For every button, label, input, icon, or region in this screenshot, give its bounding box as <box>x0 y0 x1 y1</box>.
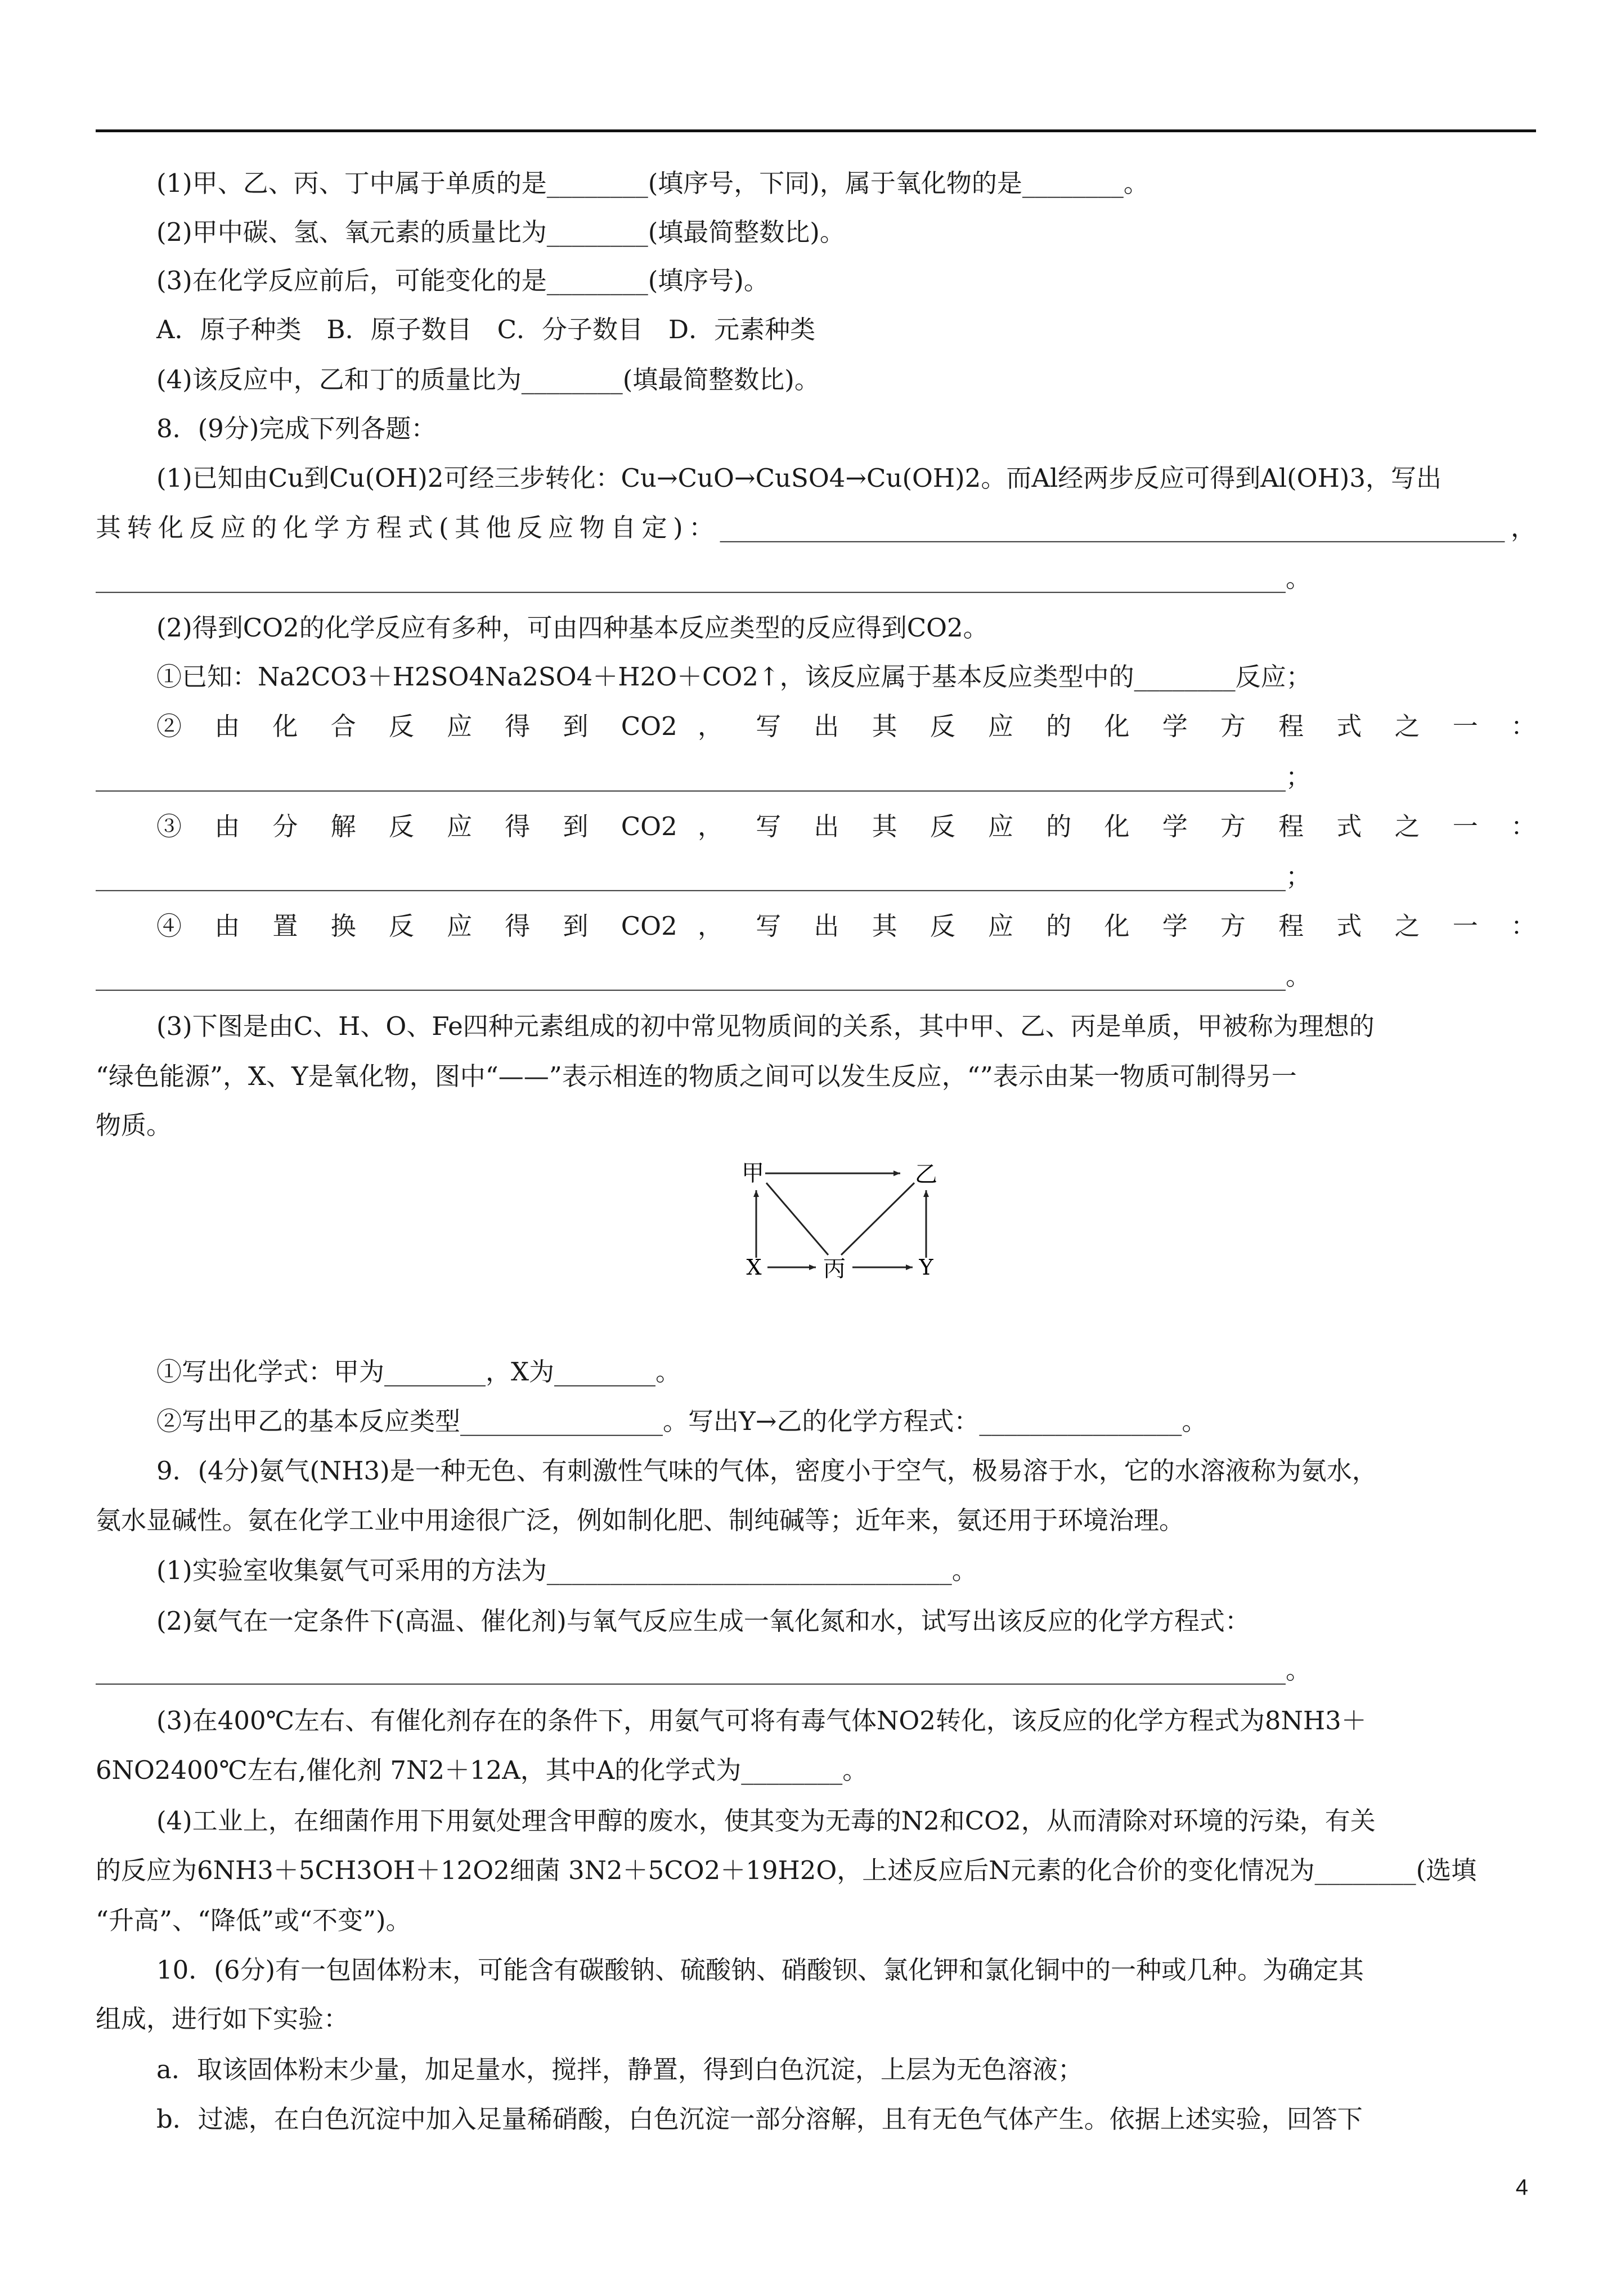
q8-sub3-item2: ②写出甲乙的基本反应类型________________。写出Y→乙的化学方程式：________________。 <box>156 1406 1207 1436</box>
q7-options: A．原子种类 B．原子数目 C．分子数目 D．元素种类 <box>156 315 816 344</box>
node-y: Y <box>919 1255 933 1280</box>
q7-sub4: (4)该反应中，乙和丁的质量比为________(填最简整数比)。 <box>156 365 820 394</box>
q10-step-a: a．取该固体粉末少量，加足量水，搅拌，静置，得到白色沉淀，上层为无色溶液； <box>156 2055 1083 2084</box>
q8-sub3-end: 物质。 <box>96 1110 172 1140</box>
q8-sub2: (2)得到CO2的化学反应有多种，可由四种基本反应类型的反应得到CO2。 <box>156 613 989 643</box>
header-rule <box>96 129 1536 132</box>
q8-sub3: (3)下图是由C、H、O、Fe四种元素组成的初中常见物质间的关系，其中甲、乙、丙是单质，甲被称为理想的 <box>156 1011 1375 1041</box>
link-jia-bing <box>766 1183 828 1255</box>
page-number: 4 <box>1515 2175 1528 2200</box>
answer-line: ______________________________________________________________________________________________。 <box>96 961 1311 991</box>
answer-line: ______________________________________________________________________________________________； <box>96 862 1311 891</box>
q9-sub2: (2)氨气在一定条件下(高温、催化剂)与氧气反应生成一氧化氮和水，试写出该反应的化学方程式： <box>156 1606 1250 1636</box>
q9-sub4-end: “升高”、“降低”或“不变”)。 <box>96 1905 411 1935</box>
q9-sub3-cont: 6NO2400℃左右,催化剂 7N2＋12A，其中A的化学式为________。 <box>96 1755 868 1785</box>
q10-title: 10．(6分)有一包固体粉末，可能含有碳酸钠、硫酸钠、硝酸钡、氯化钾和氯化铜中的一种或几种。为确定其 <box>156 1955 1364 1985</box>
answer-line: ______________________________________________________________________________________________； <box>96 762 1311 792</box>
q8-sub1-cont: 其转化反应的化学方程式(其他反应物自定)：______________________________________________________________， <box>96 513 1536 542</box>
node-yi: 乙 <box>915 1162 937 1187</box>
q8-sub3-cont: “绿色能源”，X、Y是氧化物，图中“——”表示相连的物质之间可以发生反应，“”表示由某一物质可制得另一 <box>96 1061 1297 1091</box>
q8-title: 8．(9分)完成下列各题： <box>156 414 437 443</box>
node-x: X <box>746 1255 762 1280</box>
answer-line: ______________________________________________________________________________________________。 <box>96 563 1311 593</box>
q7-sub1: (1)甲、乙、丙、丁中属于单质的是________(填序号，下同)，属于氧化物的是________。 <box>156 168 1149 198</box>
q10-title-cont: 组成，进行如下实验： <box>96 2004 349 2034</box>
q9-sub3: (3)在400℃左右、有催化剂存在的条件下，用氨气可将有毒气体NO2转化，该反应的化学方程式为8NH3＋ <box>156 1706 1367 1736</box>
relation-diagram <box>731 1159 990 1294</box>
q7-sub2: (2)甲中碳、氢、氧元素的质量比为________(填最简整数比)。 <box>156 217 845 247</box>
q9-title-cont: 氨水显碱性。氨在化学工业中用途很广泛，例如制化肥、制纯碱等；近年来，氨还用于环境治理。 <box>96 1505 1185 1535</box>
node-bing: 丙 <box>823 1256 846 1282</box>
q8-sub1: (1)已知由Cu到Cu(OH)2可经三步转化：Cu→CuO→CuSO4→Cu(OH)2。而Al经两步反应可得到Al(OH)3，写出 <box>156 463 1442 493</box>
q7-sub3: (3)在化学反应前后，可能变化的是________(填序号)。 <box>156 266 769 295</box>
node-jia: 甲 <box>742 1160 764 1186</box>
q10-step-b: b．过滤，在白色沉淀中加入足量稀硝酸，白色沉淀一部分溶解，且有无色气体产生。依据上述实验，回答下 <box>156 2104 1363 2134</box>
q8-sub3-item1: ①写出化学式：甲为________，X为________。 <box>156 1357 681 1387</box>
q9-sub4-cont: 的反应为6NH3＋5CH3OH＋12O2细菌 3N2＋5CO2＋19H2O，上述反应后N元素的化合价的变化情况为________(选填 <box>96 1855 1477 1885</box>
link-bing-yi <box>841 1183 914 1255</box>
q8-sub2-item3: ③ 由 分 解 反 应 得 到 CO2 ， 写 出 其 反 应 的 化 学 方 程 式 之 一 ： <box>156 811 1536 841</box>
q8-sub2-item1: ①已知：Na2CO3＋H2SO4Na2SO4＋H2O＋CO2↑，该反应属于基本反应类型中的________反应； <box>156 662 1312 692</box>
q9-title: 9．(4分)氨气(NH3)是一种无色、有刺激性气味的气体，密度小于空气，极易溶于水，它的水溶液称为氨水， <box>156 1456 1377 1486</box>
q8-sub2-item2: ② 由 化 合 反 应 得 到 CO2 ， 写 出 其 反 应 的 化 学 方 程 式 之 一 ： <box>156 711 1536 741</box>
q9-sub4: (4)工业上，在细菌作用下用氨处理含甲醇的废水，使其变为无毒的N2和CO2，从而清除对环境的污染，有关 <box>156 1806 1376 1836</box>
q9-sub1: (1)实验室收集氨气可采用的方法为________________________________。 <box>156 1555 977 1585</box>
q8-sub2-item4: ④ 由 置 换 反 应 得 到 CO2 ， 写 出 其 反 应 的 化 学 方 程 式 之 一 ： <box>156 911 1536 941</box>
answer-line: ______________________________________________________________________________________________。 <box>96 1655 1311 1685</box>
